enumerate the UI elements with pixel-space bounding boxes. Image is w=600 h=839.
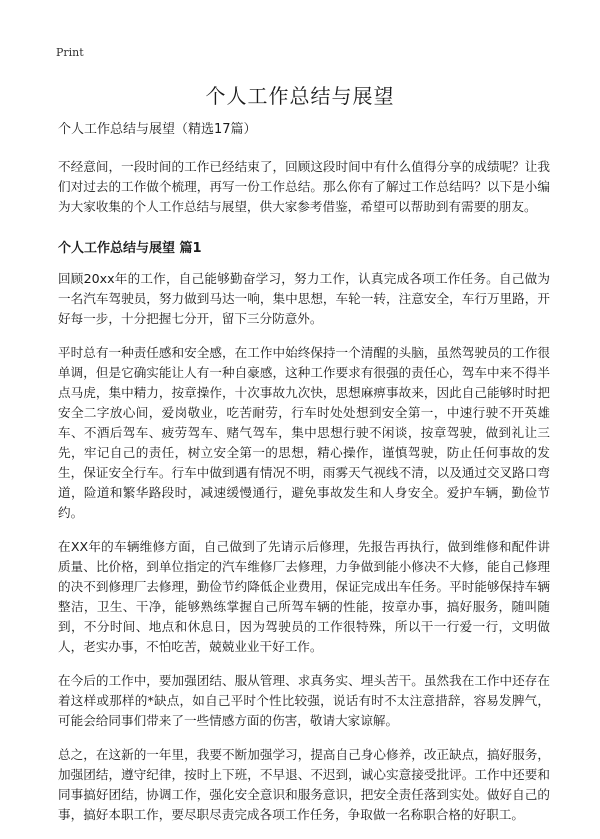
- body-paragraph: 总之，在这新的一年里，我要不断加强学习，提高自己身心修养，改正缺点，搞好服务，加强团结，遵守纪律，按时上下班，不早退、不迟到，诚心实意接受批评。工作中还要和同事搞好团结，协调工作，强化安全意识和服务意识，把安全责任落到实处。做好自己的事，搞好本职工作，要尽职尽责完成各项工作任务，争取做一名称职合格的好职工。: [58, 747, 550, 822]
- print-label[interactable]: Print: [56, 46, 84, 59]
- document-subtitle: 个人工作总结与展望（精选17篇）: [58, 122, 257, 137]
- document-body: [58, 120, 550, 839]
- section-heading: 个人工作总结与展望 篇1: [58, 241, 202, 256]
- body-paragraph: 回顾20xx年的工作，自己能够勤奋学习，努力工作，认真完成各项工作任务。自己做为一名汽车驾驶员，努力做到马达一响，集中思想，车轮一转，注意安全，车行万里路，开好每一步，十分把握七分开，留下三分防意外。: [58, 271, 550, 326]
- body-paragraph: 在今后的工作中，要加强团结、服从管理、求真务实、埋头苦干。虽然我在工作中还存在着这样或那样的*缺点，如自己平时个性比较强，说话有时不太注意措辞，容易发脾气，可能会给同事们带来了一些情感方面的伤害，敬请大家谅解。: [58, 673, 550, 728]
- body-paragraph: 平时总有一种责任感和安全感，在工作中始终保持一个清醒的头脑，虽然驾驶员的工作很单调，但是它确实能让人有一种自豪感，这种工作要求有很强的责任心，驾车中来不得半点马虎，集中精力，按章操作，十次事故九次快，思想麻痹事故来，因此自己能够时时把安全二字放心间，爱岗敬业，吃苦耐劳，行车时处处想到安全第一，中速行驶不开英雄车、不酒后驾车、疲劳驾车、赌气驾车，集中思想行驶不闲谈，按章驾驶，做到礼让三先，牢记自己的责任，树立安全第一的思想，精心操作，谨慎驾驶，防止任何事故的发生，保证安全行车。行车中做到遇有情况不明，雨雾天气视线不清，以及通过交叉路口弯道，险道和繁华路段时，减速缓慢通行，避免事故发生和人身安全。爱护车辆，勤俭节约。: [58, 345, 550, 520]
- intro-paragraph: 不经意间，一段时间的工作已经结束了，回顾这段时间中有什么值得分享的成绩呢？让我们对过去的工作做个梳理，再写一份工作总结。那么你有了解过工作总结吗？以下是小编为大家收集的个人工作总结与展望，供大家参考借鉴，希望可以帮助到有需要的朋友。: [58, 159, 550, 214]
- page-title: 个人工作总结与展望: [205, 84, 395, 108]
- body-paragraph: 在XX年的车辆维修方面，自己做到了先请示后修理，先报告再执行，做到维修和配件讲质量、比价格，到单位指定的汽车维修厂去修理，力争做到能小修决不大修，能自己修理的决不到修理厂去修理，勤俭节约降低企业费用，保证完成出车任务。平时能够保持车辆整洁，卫生、干净，能够熟练掌握自己所驾车辆的性能，按章办事，搞好服务，随叫随到，不分时间、地点和休息日，因为驾驶员的工作很特殊，所以干一行爱一行，文明做人，老实办事，不怕吃苦，兢兢业业干好工作。: [58, 539, 550, 654]
